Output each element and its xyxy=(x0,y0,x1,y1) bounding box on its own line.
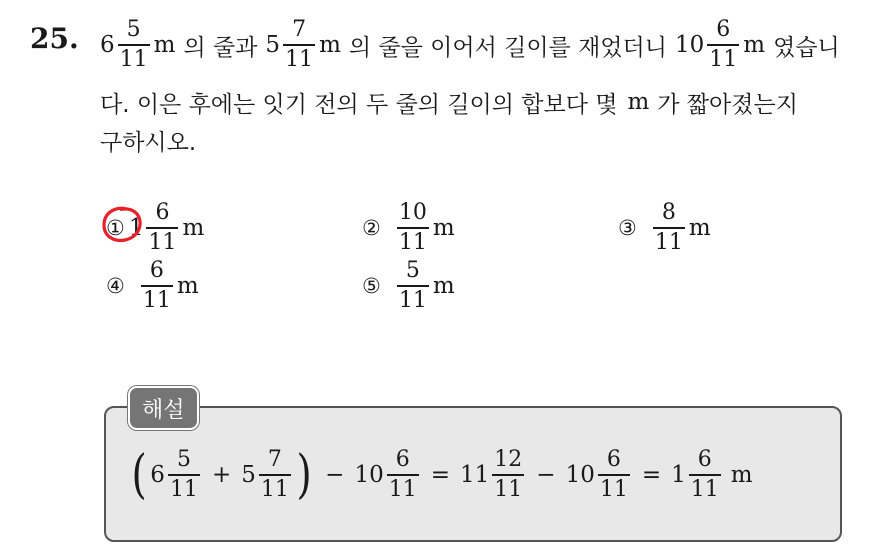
denominator: 11 xyxy=(709,46,738,72)
choice-5[interactable] xyxy=(362,256,455,316)
choice-3[interactable] xyxy=(618,198,711,258)
choice-4-mark: ④ xyxy=(106,274,125,298)
choice-5-mark: ⑤ xyxy=(362,274,381,298)
plus-sign: + xyxy=(211,462,232,488)
question-number: 25. xyxy=(30,22,79,55)
numerator: 5 xyxy=(126,17,141,43)
sol-c-whole: 10 xyxy=(354,462,384,488)
choice-4-unit: m xyxy=(176,273,199,299)
equals-sign: = xyxy=(430,462,450,488)
choice-2[interactable] xyxy=(362,198,455,258)
choice-2-numerator: 10 xyxy=(398,200,427,226)
choice-3-denominator: 11 xyxy=(654,229,683,255)
denominator: 11 xyxy=(285,46,314,72)
choice-3-mark: ③ xyxy=(618,216,637,240)
left-paren: ( xyxy=(131,445,147,505)
question-text: 의 줄을 이어서 길이를 재었더니 xyxy=(348,34,667,61)
choice-4-denominator: 11 xyxy=(142,287,171,313)
right-paren: ) xyxy=(296,445,312,505)
sol-f-numerator: 6 xyxy=(697,447,712,473)
choice-5-unit: m xyxy=(432,273,455,299)
sol-f-denominator: 11 xyxy=(690,476,719,502)
unit: m xyxy=(743,32,766,58)
sol-b-denominator: 11 xyxy=(260,476,289,502)
question-line-3 xyxy=(100,122,196,158)
unit: m xyxy=(319,32,341,58)
sol-e-numerator: 6 xyxy=(606,447,621,473)
fraction-6-5-11 xyxy=(100,19,175,71)
question-text: 가 짧아졌는지 xyxy=(657,91,798,118)
sol-a-denominator: 11 xyxy=(169,476,198,502)
choice-3-numerator: 8 xyxy=(661,200,676,226)
question-text: 구하시오. xyxy=(100,129,197,156)
minus-sign: − xyxy=(325,462,345,488)
unit: m xyxy=(627,89,650,115)
choice-5-numerator: 5 xyxy=(405,258,420,284)
sol-b-numerator: 7 xyxy=(267,447,282,473)
denominator: 11 xyxy=(119,46,148,72)
numerator: 7 xyxy=(292,17,307,43)
choice-1-whole: 1 xyxy=(128,215,144,241)
choice-2-denominator: 11 xyxy=(398,229,427,255)
sol-f-whole: 1 xyxy=(671,462,686,488)
sol-c-numerator: 6 xyxy=(395,447,410,473)
question-text: 였습니 xyxy=(773,34,840,61)
sol-d-denominator: 11 xyxy=(494,476,523,502)
choice-2-unit: m xyxy=(432,215,455,241)
sol-b-whole: 5 xyxy=(241,462,256,488)
choice-1-denominator: 11 xyxy=(148,229,177,255)
unit: m xyxy=(153,32,176,58)
sol-a-whole: 6 xyxy=(150,462,165,488)
choice-4[interactable] xyxy=(106,256,199,316)
sol-unit: m xyxy=(730,462,753,488)
choice-1-mark: ① xyxy=(106,216,125,240)
choice-5-denominator: 11 xyxy=(398,287,427,313)
choice-1-numerator: 6 xyxy=(155,200,170,226)
minus-sign: − xyxy=(536,462,556,488)
choice-3-unit: m xyxy=(688,215,711,241)
whole-part: 6 xyxy=(100,32,115,58)
sol-e-denominator: 11 xyxy=(599,476,628,502)
answer-mark-circle-icon xyxy=(101,205,145,245)
question-text: 의 줄과 xyxy=(183,34,258,61)
sol-a-numerator: 5 xyxy=(176,447,191,473)
question-line-1 xyxy=(100,14,840,76)
equals-sign: = xyxy=(641,462,662,488)
sol-c-denominator: 11 xyxy=(388,476,417,502)
numerator: 6 xyxy=(716,17,731,43)
solution-equation xyxy=(128,440,753,510)
fraction-10-6-11 xyxy=(675,19,765,71)
question-text: 다. 이은 후에는 잇기 전의 두 줄의 길이의 합보다 몇 xyxy=(100,91,618,118)
question-line-2 xyxy=(100,84,798,120)
fraction-5-7-11 xyxy=(265,19,340,71)
choice-4-numerator: 6 xyxy=(149,258,164,284)
sol-e-whole: 10 xyxy=(565,462,595,488)
whole-part: 10 xyxy=(674,32,705,58)
sol-d-whole: 11 xyxy=(460,462,490,488)
sol-d-numerator: 12 xyxy=(494,447,523,473)
choice-1-unit: m xyxy=(182,215,205,241)
choice-2-mark: ② xyxy=(362,216,381,240)
whole-part: 5 xyxy=(265,32,281,58)
solution-label: 해설 xyxy=(128,386,199,430)
